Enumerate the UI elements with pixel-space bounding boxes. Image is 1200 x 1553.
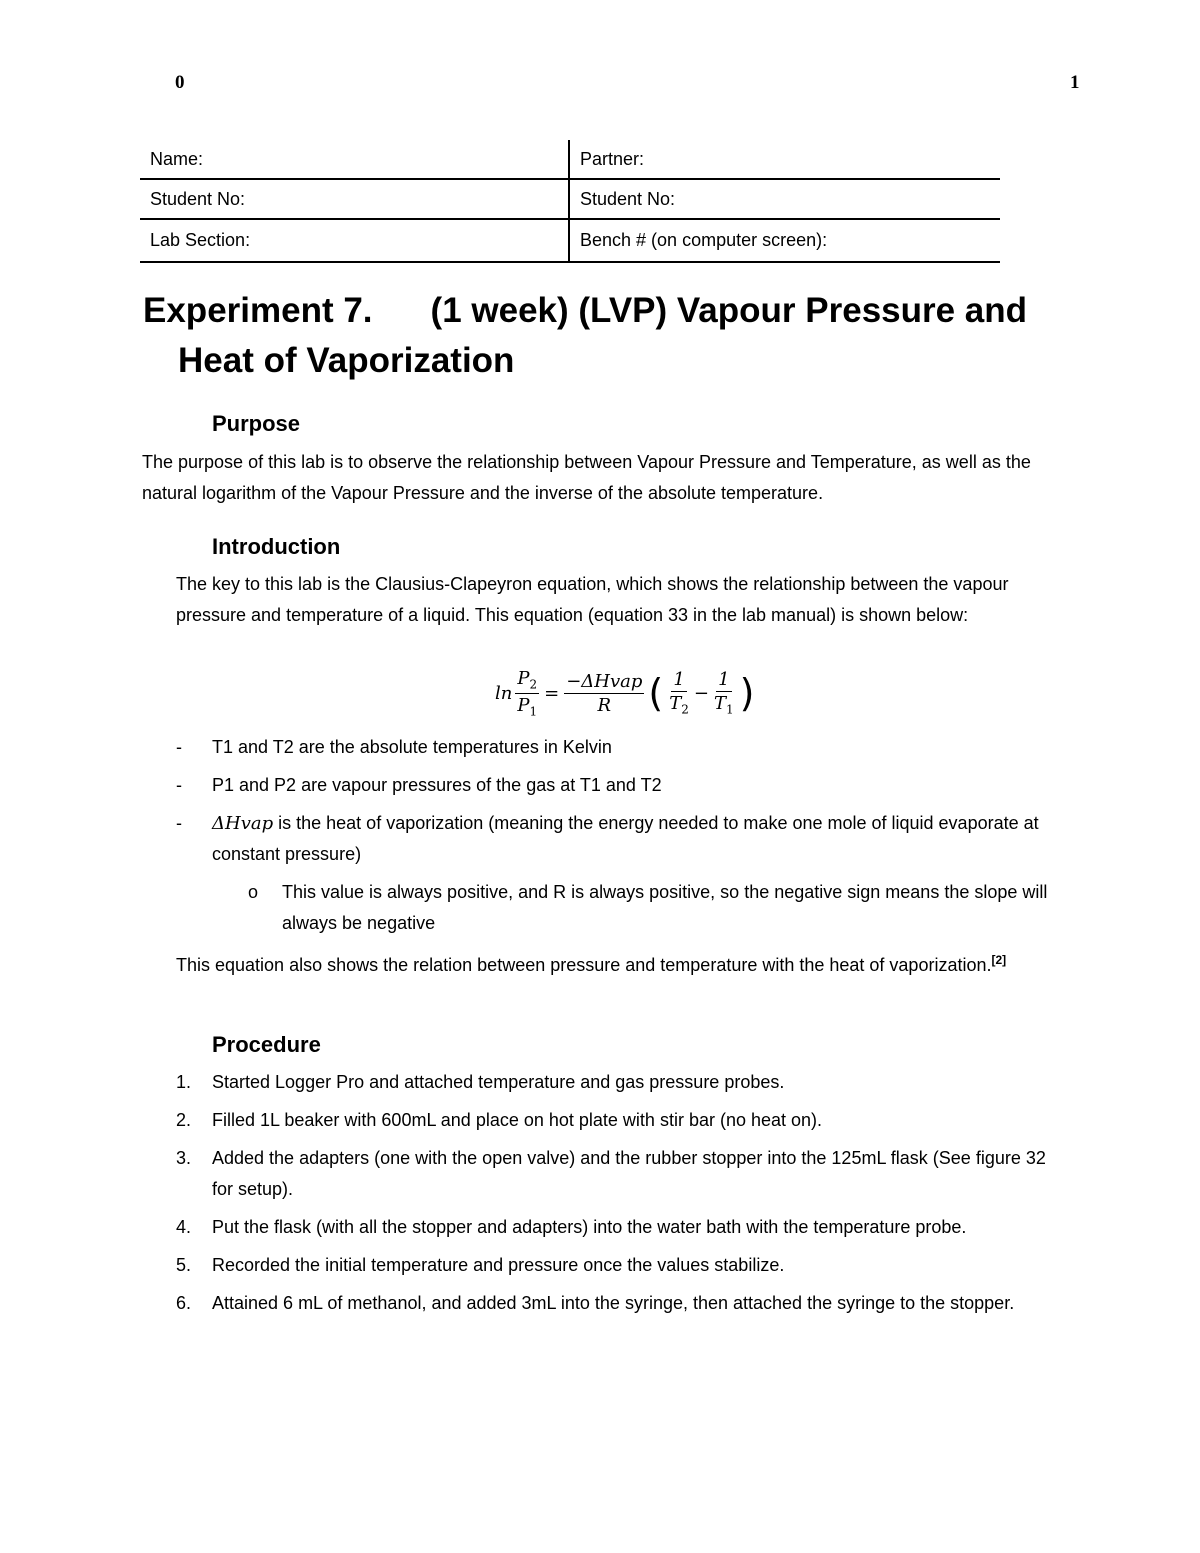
title-experiment: Experiment 7. — [143, 291, 373, 330]
bullet-text: is the heat of vaporization (meaning the energy needed to make one mole of liquid evaporate at constant pressure) — [212, 813, 1039, 864]
step-text: Put the flask (with all the stopper and adapters) into the water bath with the temperature probe. — [212, 1217, 967, 1237]
eq-inverse-t1 — [712, 669, 736, 717]
introduction-heading: Introduction — [212, 534, 341, 559]
table-row — [140, 219, 1000, 262]
eq-t1-sub: 1 — [726, 702, 734, 717]
eq-p1-sub: 1 — [529, 704, 538, 719]
eq-equals: = — [544, 682, 560, 704]
step-text: Attained 6 mL of methanol, and added 3mL into the syringe, then attached the syringe to the stopper. — [212, 1293, 1015, 1313]
bullet-marker: - — [176, 775, 182, 795]
eq-ln: ln — [495, 682, 513, 704]
student-info-table — [140, 140, 1000, 263]
closing-text: This equation also shows the relation between pressure and temperature with the heat of vaporization. — [176, 955, 992, 975]
table-row — [140, 179, 1000, 219]
table-row — [140, 140, 1000, 179]
list-item — [176, 1105, 1056, 1136]
introduction-closing-text — [176, 945, 1056, 981]
eq-t2-sub: 2 — [681, 702, 689, 717]
eq-right-paren: ) — [739, 671, 755, 716]
partner-student-no-label: Student No: — [569, 179, 1000, 219]
lab-section-label: Lab Section: — [140, 219, 569, 262]
list-item — [176, 1212, 1056, 1243]
title-topic: (1 week) (LVP) Vapour Pressure and — [430, 291, 1028, 330]
sub-bullet-text: This value is always positive, and R is always positive, so the negative sign means the slope will always be negative — [282, 882, 1048, 933]
step-number: 2. — [176, 1110, 192, 1130]
list-item — [176, 1250, 1056, 1281]
list-item — [176, 808, 1056, 870]
purpose-text: The purpose of this lab is to observe the relationship between Vapour Pressure and Temperature, as well as the natural logarithm of the Vapour Pressure and the inverse of the absolute temperature. — [142, 452, 1031, 503]
name-label: Name: — [140, 140, 569, 179]
variable-bullet-list — [176, 732, 1056, 939]
partner-label: Partner: — [569, 140, 1000, 179]
eq-one-a: 1 — [673, 669, 685, 691]
eq-pressure-ratio — [515, 668, 539, 718]
page-title — [143, 286, 1063, 386]
eq-r: R — [597, 694, 612, 716]
eq-t2: T — [669, 693, 682, 715]
list-item — [176, 732, 1056, 763]
step-text: Added the adapters (one with the open valve) and the rubber stopper into the 125mL flask (See figure 32 for setup). — [212, 1148, 1046, 1199]
reference-marker: [2] — [991, 953, 1007, 967]
step-number: 6. — [176, 1293, 192, 1313]
eq-heat-over-r — [564, 671, 644, 716]
eq-left-paren: ( — [648, 671, 664, 716]
step-number: 3. — [176, 1148, 192, 1168]
step-text: Started Logger Pro and attached temperature and gas pressure probes. — [212, 1072, 785, 1092]
step-text: Filled 1L beaker with 600mL and place on hot plate with stir bar (no heat on). — [212, 1110, 823, 1130]
bullet-text: P1 and P2 are vapour pressures of the gas at T1 and T2 — [212, 775, 662, 795]
clausius-clapeyron-equation — [495, 668, 755, 718]
list-item — [176, 1143, 1056, 1205]
procedure-steps — [176, 1067, 1056, 1319]
eq-p2-sub: 2 — [529, 677, 538, 692]
title-topic-continued: Heat of Vaporization — [178, 341, 515, 380]
eq-one-b: 1 — [718, 669, 730, 691]
eq-t1: T — [714, 693, 727, 715]
page-number-right: 1 — [1070, 72, 1080, 93]
purpose-heading: Purpose — [212, 411, 301, 436]
eq-minus: − — [693, 682, 709, 704]
bullet-marker: - — [176, 737, 182, 757]
step-text: Recorded the initial temperature and pressure once the values stabilize. — [212, 1255, 785, 1275]
list-item — [176, 1067, 1056, 1098]
procedure-heading: Procedure — [212, 1032, 321, 1057]
step-number: 1. — [176, 1072, 192, 1092]
eq-inverse-t2 — [667, 669, 691, 717]
student-no-label: Student No: — [140, 179, 569, 219]
eq-p2: P — [517, 668, 530, 689]
page-number-left: 0 — [175, 72, 185, 93]
delta-hvap-symbol: ΔHvap — [212, 813, 274, 834]
bullet-marker: - — [176, 813, 182, 833]
list-item — [176, 877, 1056, 939]
step-number: 5. — [176, 1255, 192, 1275]
bullet-text: T1 and T2 are the absolute temperatures in Kelvin — [212, 737, 612, 757]
step-number: 4. — [176, 1217, 192, 1237]
bench-label: Bench # (on computer screen): — [569, 219, 1000, 262]
eq-p1: P — [517, 694, 530, 716]
eq-dhvap: −ΔHvap — [566, 670, 643, 692]
introduction-text: The key to this lab is the Clausius-Clapeyron equation, which shows the relationship between the vapour pressure and temperature of a liquid. This equation (equation 33 in the lab manual) is shown below: — [176, 574, 1009, 625]
list-item — [176, 770, 1056, 801]
sub-bullet-marker: o — [248, 882, 259, 902]
list-item — [176, 1288, 1056, 1319]
